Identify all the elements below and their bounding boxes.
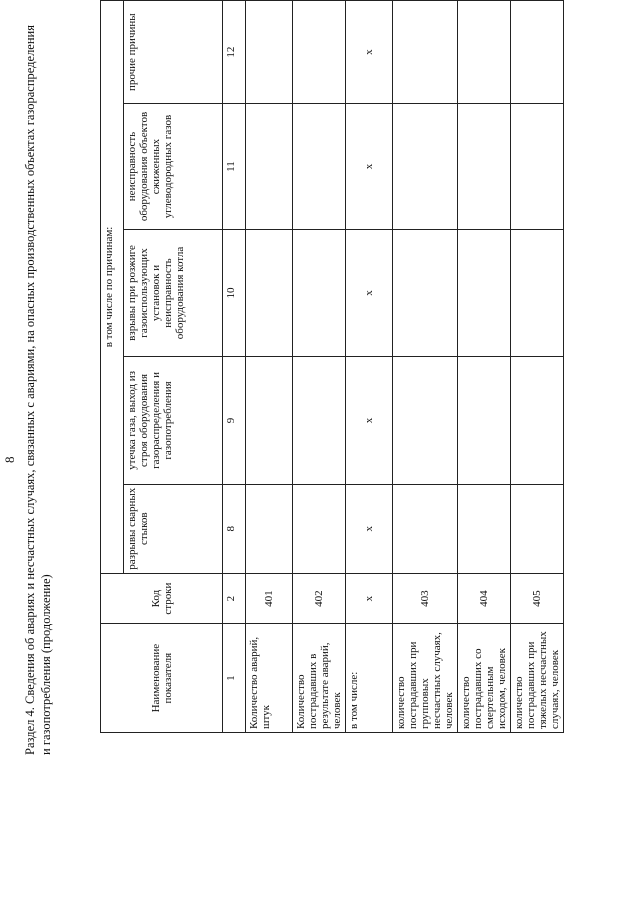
header-name: Наименование показателя bbox=[101, 624, 223, 733]
table-row-including bbox=[346, 1, 393, 733]
column-number: 8 bbox=[223, 484, 246, 573]
cell-9[interactable] bbox=[293, 357, 346, 484]
row-code: 401 bbox=[246, 573, 293, 623]
page-number: 8 bbox=[2, 456, 17, 463]
header-group: в том числе по причинам: bbox=[101, 1, 124, 574]
header-cause-lpg: неисправность оборудования объектов сжиженных углеводородных газов bbox=[124, 104, 223, 229]
cell-12[interactable] bbox=[393, 1, 458, 104]
cell-9[interactable] bbox=[246, 357, 293, 484]
row-code: 404 bbox=[458, 573, 511, 623]
row-name: Количество пострадавших в результате аварий, человек bbox=[293, 624, 346, 733]
cell-11[interactable] bbox=[458, 104, 511, 229]
row-name: в том числе: bbox=[346, 624, 393, 733]
column-numbers-row bbox=[223, 1, 246, 733]
column-number: 10 bbox=[223, 229, 246, 357]
cell-8[interactable] bbox=[458, 484, 511, 573]
header-cause-leak: утечка газа, выход из строя оборудования газораспределения и газопотребления bbox=[124, 357, 223, 484]
cell-12[interactable] bbox=[511, 1, 564, 104]
row-code: 403 bbox=[393, 573, 458, 623]
cell-9: x bbox=[346, 357, 393, 484]
column-number: 2 bbox=[223, 573, 246, 623]
cell-8[interactable] bbox=[246, 484, 293, 573]
cell-10[interactable] bbox=[458, 229, 511, 357]
section-title: Раздел 4. Сведения об авариях и несчастных случаях, связанных с авариями, на опасных производственных объектах газораспределения и газопотребления (продолжение) bbox=[23, 25, 53, 755]
column-number: 1 bbox=[223, 624, 246, 733]
cell-11[interactable] bbox=[246, 104, 293, 229]
table-row-401 bbox=[246, 1, 293, 733]
row-code: 402 bbox=[293, 573, 346, 623]
column-number: 11 bbox=[223, 104, 246, 229]
table-row-403 bbox=[393, 1, 458, 733]
column-number: 12 bbox=[223, 1, 246, 104]
cell-11[interactable] bbox=[511, 104, 564, 229]
cell-8[interactable] bbox=[511, 484, 564, 573]
column-number: 9 bbox=[223, 357, 246, 484]
cell-12[interactable] bbox=[246, 1, 293, 104]
header-cause-other: прочие причины bbox=[124, 1, 223, 104]
row-name: Количество аварий, штук bbox=[246, 624, 293, 733]
cell-10[interactable] bbox=[293, 229, 346, 357]
row-name: количество пострадавших при групповых несчастных случаях, человек bbox=[393, 624, 458, 733]
cell-12: x bbox=[346, 1, 393, 104]
cell-11[interactable] bbox=[293, 104, 346, 229]
table-row-402 bbox=[293, 1, 346, 733]
cell-12[interactable] bbox=[458, 1, 511, 104]
row-code: 405 bbox=[511, 573, 564, 623]
cell-10: x bbox=[346, 229, 393, 357]
cell-10[interactable] bbox=[393, 229, 458, 357]
header-cause-explosion: взрывы при розжиге газоиспользующих установок и неисправность оборудования котла bbox=[124, 229, 223, 357]
cell-8[interactable] bbox=[393, 484, 458, 573]
row-code: x bbox=[346, 573, 393, 623]
cell-8[interactable] bbox=[293, 484, 346, 573]
accidents-table bbox=[100, 0, 564, 733]
cell-10[interactable] bbox=[246, 229, 293, 357]
header-row-1 bbox=[101, 1, 124, 733]
table-row-405 bbox=[511, 1, 564, 733]
table-row-404 bbox=[458, 1, 511, 733]
cell-8: x bbox=[346, 484, 393, 573]
row-name: количество пострадавших при тяжелых несчастных случаях, человек bbox=[511, 624, 564, 733]
cell-11: x bbox=[346, 104, 393, 229]
row-name: количество пострадавших со смертельным исходом, человек bbox=[458, 624, 511, 733]
header-cause-welds: разрывы сварных стыков bbox=[124, 484, 223, 573]
cell-9[interactable] bbox=[458, 357, 511, 484]
header-code: Код строки bbox=[101, 573, 223, 623]
cell-10[interactable] bbox=[511, 229, 564, 357]
cell-11[interactable] bbox=[393, 104, 458, 229]
cell-9[interactable] bbox=[511, 357, 564, 484]
cell-9[interactable] bbox=[393, 357, 458, 484]
cell-12[interactable] bbox=[293, 1, 346, 104]
